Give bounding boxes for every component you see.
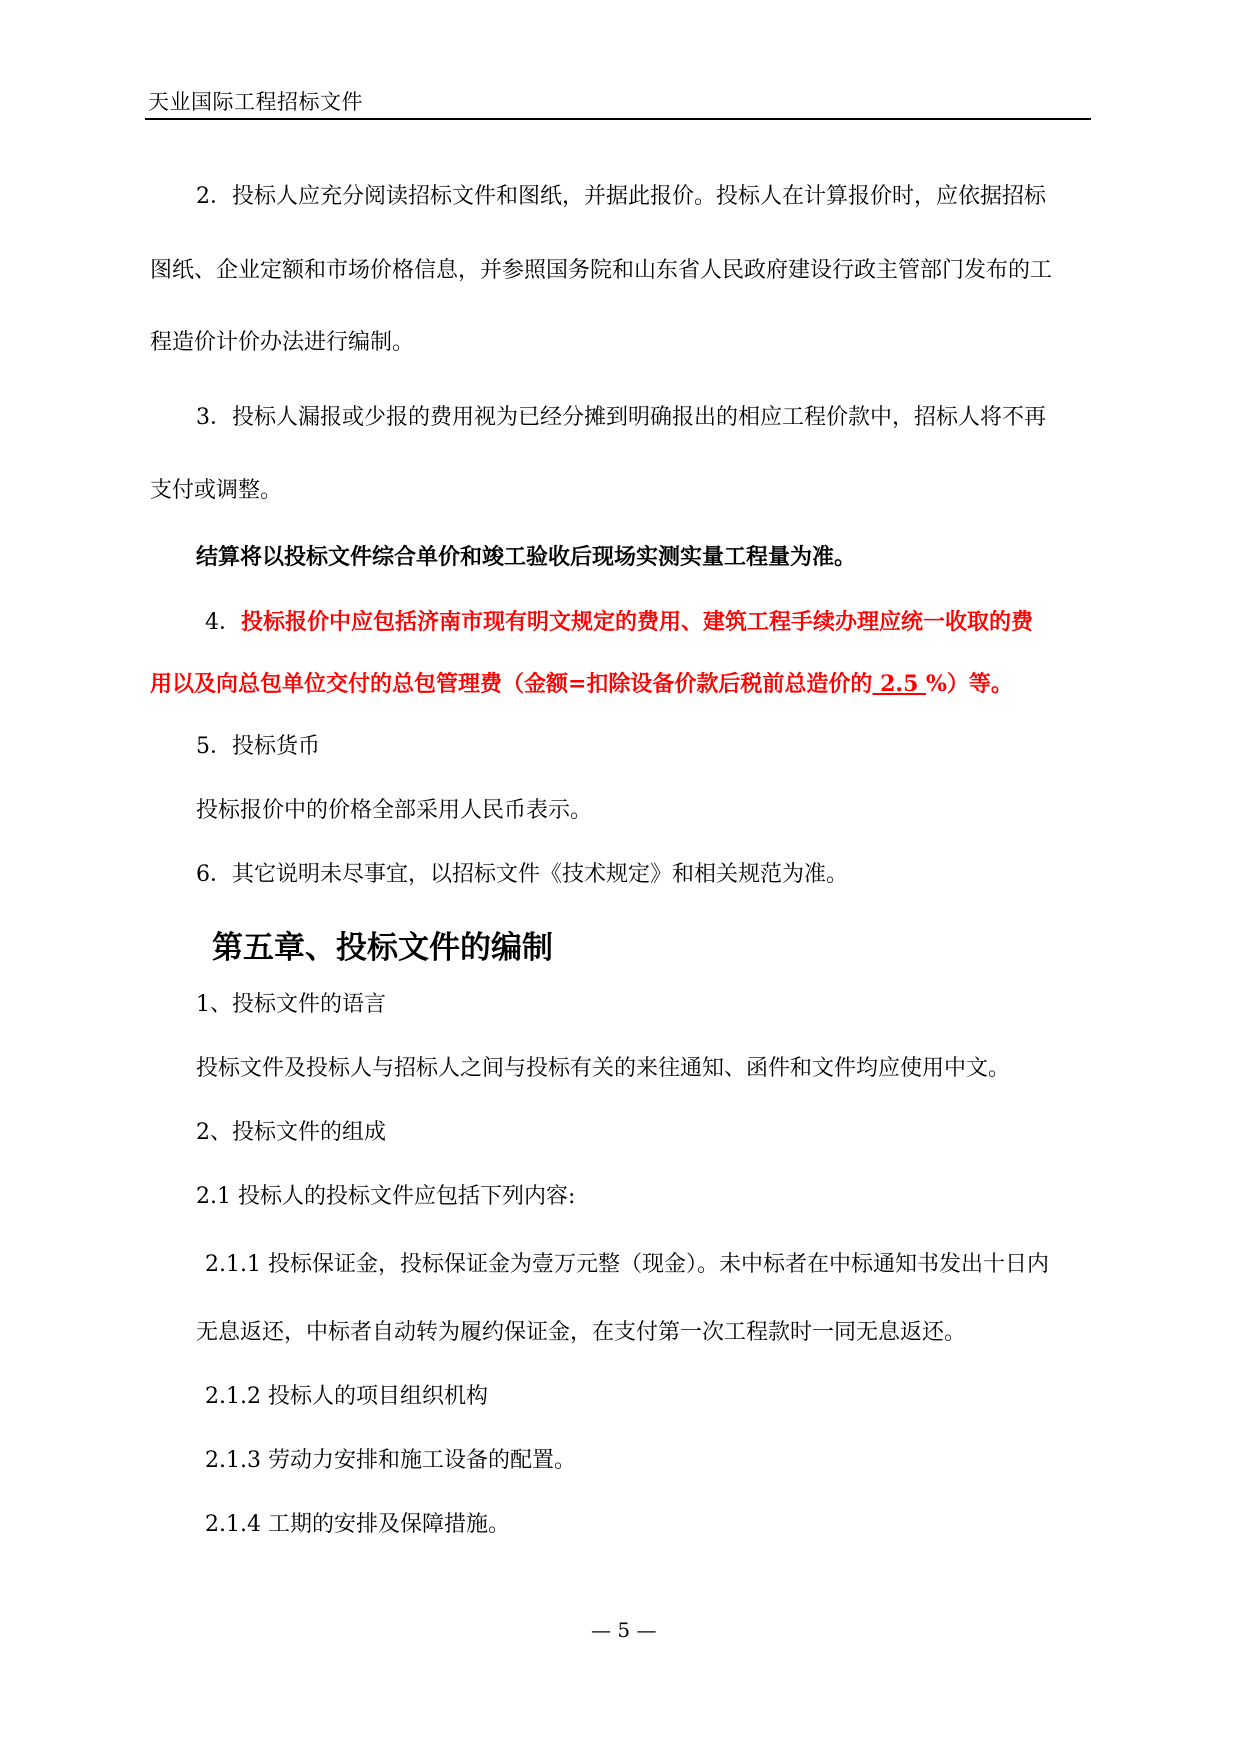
para-3-line1: 3．投标人漏报或少报的费用视为已经分摊到明确报出的相应工程价款中，招标人将不再 — [196, 405, 1046, 430]
section-2-1-2: 2.1.2 投标人的项目组织机构 — [205, 1384, 488, 1409]
section-1-text: 投标文件及投标人与招标人之间与投标有关的来往通知、函件和文件均应使用中文。 — [196, 1056, 1011, 1081]
header-rule — [145, 118, 1091, 120]
para-2-line2: 图纸、企业定额和市场价格信息，并参照国务院和山东省人民政府建设行政主管部门发布的工 — [150, 258, 1053, 283]
section-2-1-1-line1: 2.1.1 投标保证金，投标保证金为壹万元整（现金）。未中标者在中标通知书发出十日内 — [205, 1252, 1049, 1277]
para-2-line1: 2．投标人应充分阅读招标文件和图纸，并据此报价。投标人在计算报价时，应依据招标 — [196, 184, 1046, 209]
section-2-1-4: 2.1.4 工期的安排及保障措施。 — [205, 1512, 510, 1537]
section-2-1-1-line2: 无息返还，中标者自动转为履约保证金，在支付第一次工程款时一同无息返还。 — [196, 1320, 967, 1345]
para-4-number: 4． — [205, 610, 241, 635]
para-5-title: 5．投标货币 — [196, 734, 320, 759]
page-number: — 5 — — [591, 1618, 657, 1642]
para-4-line2-c: %）等。 — [926, 671, 1013, 697]
para-4-text: 投标报价中应包括济南市现有明文规定的费用、建筑工程手续办理应统一收取的费 — [241, 609, 1034, 635]
para-6: 6．其它说明未尽事宜，以招标文件《技术规定》和相关规范为准。 — [196, 862, 848, 887]
header-title: 天业国际工程招标文件 — [148, 90, 363, 114]
section-2-title: 2、投标文件的组成 — [196, 1120, 386, 1145]
settlement-note: 结算将以投标文件综合单价和竣工验收后现场实测实量工程量为准。 — [196, 544, 857, 570]
section-2-1-3: 2.1.3 劳动力安排和施工设备的配置。 — [205, 1448, 576, 1473]
para-2-line3: 程造价计价办法进行编制。 — [150, 330, 415, 355]
section-2-1: 2.1 投标人的投标文件应包括下列内容: — [196, 1184, 576, 1209]
para-4-line2-a: 用以及向总包单位交付的总包管理费（金额=扣除设备价款后税前总造价的 — [150, 671, 873, 697]
para-3-line2: 支付或调整。 — [150, 478, 283, 503]
para-5-text: 投标报价中的价格全部采用人民币表示。 — [196, 798, 593, 823]
para-4-line1 — [205, 607, 1033, 638]
para-4-line2 — [150, 669, 1013, 699]
chapter-title: 第五章、投标文件的编制 — [212, 930, 553, 966]
section-1-title: 1、投标文件的语言 — [196, 992, 386, 1017]
fee-rate: 2.5 — [872, 671, 927, 697]
